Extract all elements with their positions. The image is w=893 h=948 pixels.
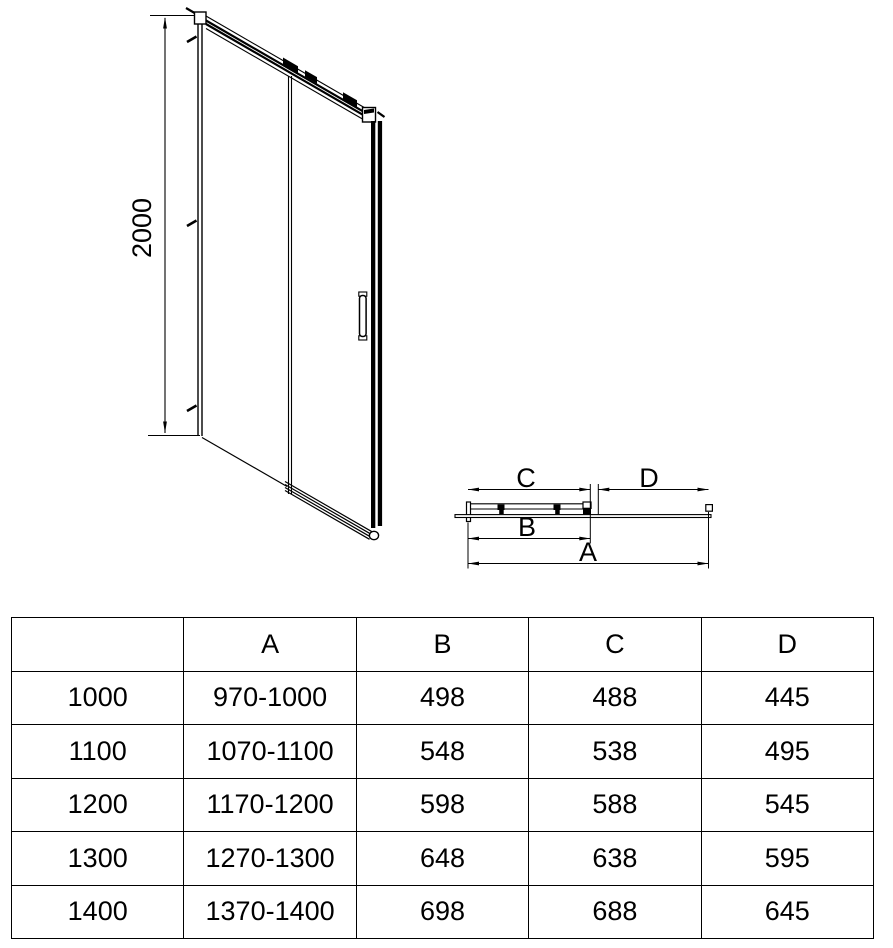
plan-end-bracket [706,505,713,512]
table-row [12,671,874,725]
table-header-cell: D [701,618,873,672]
table-cell: 1370-1400 [184,885,356,939]
table-header-cell: B [356,618,528,672]
table-row [12,778,874,832]
dimension-a [468,537,709,567]
table-cell: 588 [529,778,701,832]
table-cell: 598 [356,778,528,832]
plan-roller-bracket [498,505,505,511]
table-header-row [12,618,874,672]
left-wall-profile [186,8,206,436]
height-dimension-label: 2000 [127,197,157,259]
table-header-cell: C [529,618,701,672]
dim-label-b: B [517,512,537,542]
plan-left-wall-profile [467,502,471,522]
table-cell: 498 [356,671,528,725]
dim-label-d: D [639,463,659,493]
table-row [12,725,874,779]
table-cell: 688 [529,885,701,939]
table-cell: 1270-1300 [184,832,356,886]
size-table-container [11,617,874,939]
table-cell: 645 [701,885,873,939]
table-cell: 1070-1100 [184,725,356,779]
dim-label-a: A [578,537,598,567]
table-cell: 1300 [12,832,184,886]
dimension-d [598,463,708,493]
table-cell: 1400 [12,885,184,939]
dim-label-c: C [516,463,536,493]
dimension-c [468,463,590,493]
table-cell: 495 [701,725,873,779]
plan-glass-panel [455,515,711,518]
plan-profiles [455,502,712,522]
right-frame-profiles [371,121,382,528]
table-cell: 545 [701,778,873,832]
glass-panel-edges [289,76,292,494]
table-cell: 698 [356,885,528,939]
plan-view-drawing [455,463,712,569]
table-cell: 638 [529,832,701,886]
table-cell: 1100 [12,725,184,779]
size-table [11,617,874,939]
table-cell: 538 [529,725,701,779]
table-cell: 1170-1200 [184,778,356,832]
table-row [12,832,874,886]
door-handle [359,292,367,340]
table-cell: 1200 [12,778,184,832]
front-view-drawing [127,8,385,540]
table-row [12,885,874,939]
table-header-cell [12,618,184,672]
bottom-track [202,438,379,540]
table-cell: 970-1000 [184,671,356,725]
track-end-cap [369,531,378,539]
top-rail [206,16,364,120]
table-cell: 548 [356,725,528,779]
table-header-cell: A [184,618,356,672]
table-cell: 648 [356,832,528,886]
plan-roller-bracket [554,505,561,511]
table-cell: 488 [529,671,701,725]
table-cell: 445 [701,671,873,725]
table-cell: 1000 [12,671,184,725]
table-cell: 595 [701,832,873,886]
top-right-corner-bracket [363,108,385,123]
